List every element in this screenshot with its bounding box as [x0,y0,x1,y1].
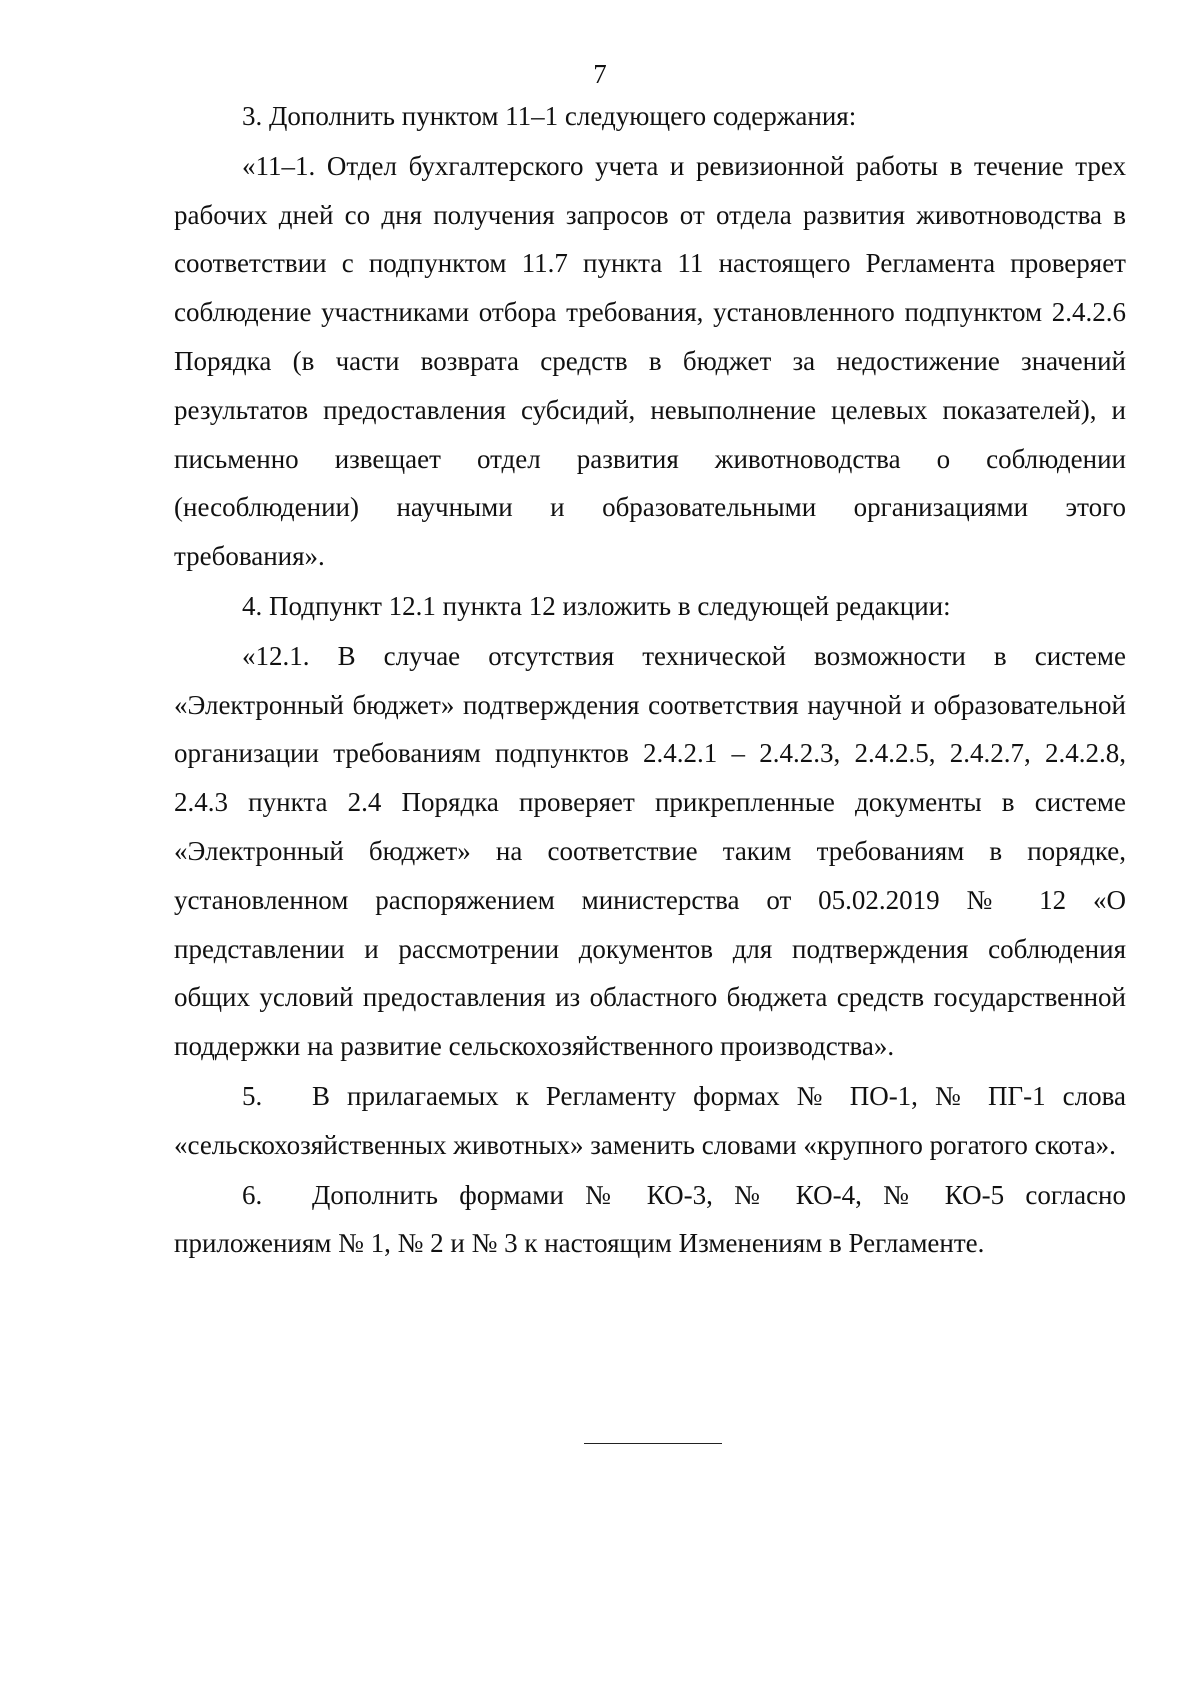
page-number: 7 [593,59,607,89]
paragraph-item-11-1-text: «11–1. Отдел бухгалтерского учета и ревизионной работы в течение трех рабочих дней со дня получения запросов от отдела развития животноводства в соответствии с подпунктом 11.7 пункта 11 настоящего Регламента проверяет соблюдение участниками отбора требования, установленного подпунктом 2.4.2.6 Порядка (в части возврата средств в бюджет за недостижение значений результатов предоставления субсидий, невыполнение целевых показателей), и письменно извещает отдел развития животноводства о соблюдении (несоблюдении) научными и образовательными организациями этого требования». [174,150,1126,572]
paragraph-text: В прилагаемых к Регламенту формах № ПО-1, № ПГ-1 слова «сельскохозяйственных животных» заменить словами «крупного рогатого скота». [174,1080,1126,1160]
paragraph-item-6 [174,1171,1126,1269]
paragraph-item-3: 3. Дополнить пунктом 11–1 следующего содержания: [242,101,857,131]
paragraph-number: 6. [242,1179,263,1210]
paragraph-number: 5. [242,1080,263,1111]
paragraph-text: Дополнить формами № КО-3, № КО-4, № КО-5 согласно приложениям № 1, № 2 и № 3 к настоящим Изменениям в Регламенте. [174,1179,1126,1259]
end-of-document-rule [584,1443,722,1444]
paragraph-item-4: 4. Подпункт 12.1 пункта 12 изложить в следующей редакции: [242,590,951,621]
paragraph-item-5 [174,1072,1126,1170]
document-body [174,92,1126,1269]
paragraph-item-12-1-text: «12.1. В случае отсутствия технической возможности в системе «Электронный бюджет» подтверждения соответствия научной и образовательной организации требованиям подпунктов 2.4.2.1 – 2.4.2.3, 2.4.2.5, 2.4.2.7, 2.4.2.8, 2.4.3 пункта 2.4 Порядка проверяет прикрепленные документы в системе «Электронный бюджет» на соответствие таким требованиям в порядке, установленном распоряжением министерства от 05.02.2019 № 12 «О представлении и рассмотрении документов для подтверждения соблюдения общих условий предоставления из областного бюджета средств государственной поддержки на развитие сельскохозяйственного производства». [174,640,1126,1062]
